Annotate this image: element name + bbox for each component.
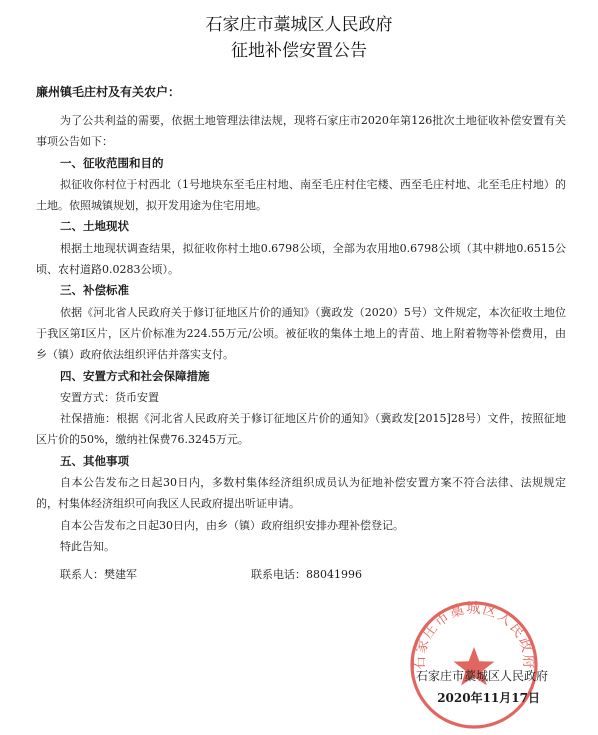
section-compensation-paragraph: 依据《河北省人民政府关于修订征地区片价的通知》（冀政发（2020）5号）文件规定，本次征收土地位于我区第Ⅰ区片，区片价标准为224.55万元/公顷。被征收的集体土地上的青苗、地上附着物等补偿费用，由乡（镇）政府依法组织评估并落实支付。 [36,305,566,362]
issue-date: 2020年11月17日 [437,691,540,705]
section-land-status-paragraph: 根据土地现状调查结果，拟征收你村土地0.6798公顷，全部为农用地0.6798公顷（其中耕地0.6515公顷、农村道路0.0283公顷）。 [36,241,566,277]
section-other-registration: 自本公告发布之日起30日内，由乡（镇）政府组织安排办理补偿登记。 [60,518,404,532]
official-seal [404,595,544,735]
section-social-security: 社保措施：根据《河北省人民政府关于修订征地区片价的通知》（冀政发[2015]28号）文件，按照征地区片价的50%，缴纳社保费76.3245万元。 [36,412,566,447]
issuer-name: 石家庄市藁城区人民政府 [415,669,548,683]
salutation: 廉州镇毛庄村及有关农户： [36,85,181,99]
seal-arc-text: 石家庄市藁城区人民政府 [411,601,537,671]
section-heading-scope: 一、征收范围和目的 [60,155,164,170]
section-scope-paragraph: 拟征收你村位于村西北（1号地块东至毛庄村地、南至毛庄村住宅楼、西至毛庄村地、北至毛庄村地）的土地。依照城镇规划，拟开发用途为住宅用地。 [36,177,566,213]
section-resettlement-method: 安置方式：货币安置 [60,390,159,404]
contact-person: 联系人：樊建军 [60,568,137,581]
section-heading-other: 五、其他事项 [60,453,129,468]
section-heading-resettlement: 四、安置方式和社会保障措施 [60,368,210,383]
official-seal-graphic [404,595,544,735]
section-other-hearing: 自本公告发布之日起30日内，多数村集体经济组织成员认为征地补偿安置方案不符合法律、法规规定的，村集体经济组织可向我区人民政府提出听证申请。 [36,476,566,511]
notice-body [36,110,566,557]
header-title-line1: 石家庄市藁城区人民政府 [205,15,393,35]
intro-paragraph: 为了公共利益的需要，依据土地管理法律法规，现将石家庄市2020年第126批次土地征收补偿安置有关事项公告如下： [36,114,566,149]
header-title-line2: 征地补偿安置公告 [231,41,367,61]
contact-phone: 联系电话：88041996 [251,568,362,581]
section-heading-land-status: 二、土地现状 [60,219,129,234]
section-other-closing: 特此告知。 [60,539,115,553]
section-heading-compensation: 三、补偿标准 [60,283,129,298]
